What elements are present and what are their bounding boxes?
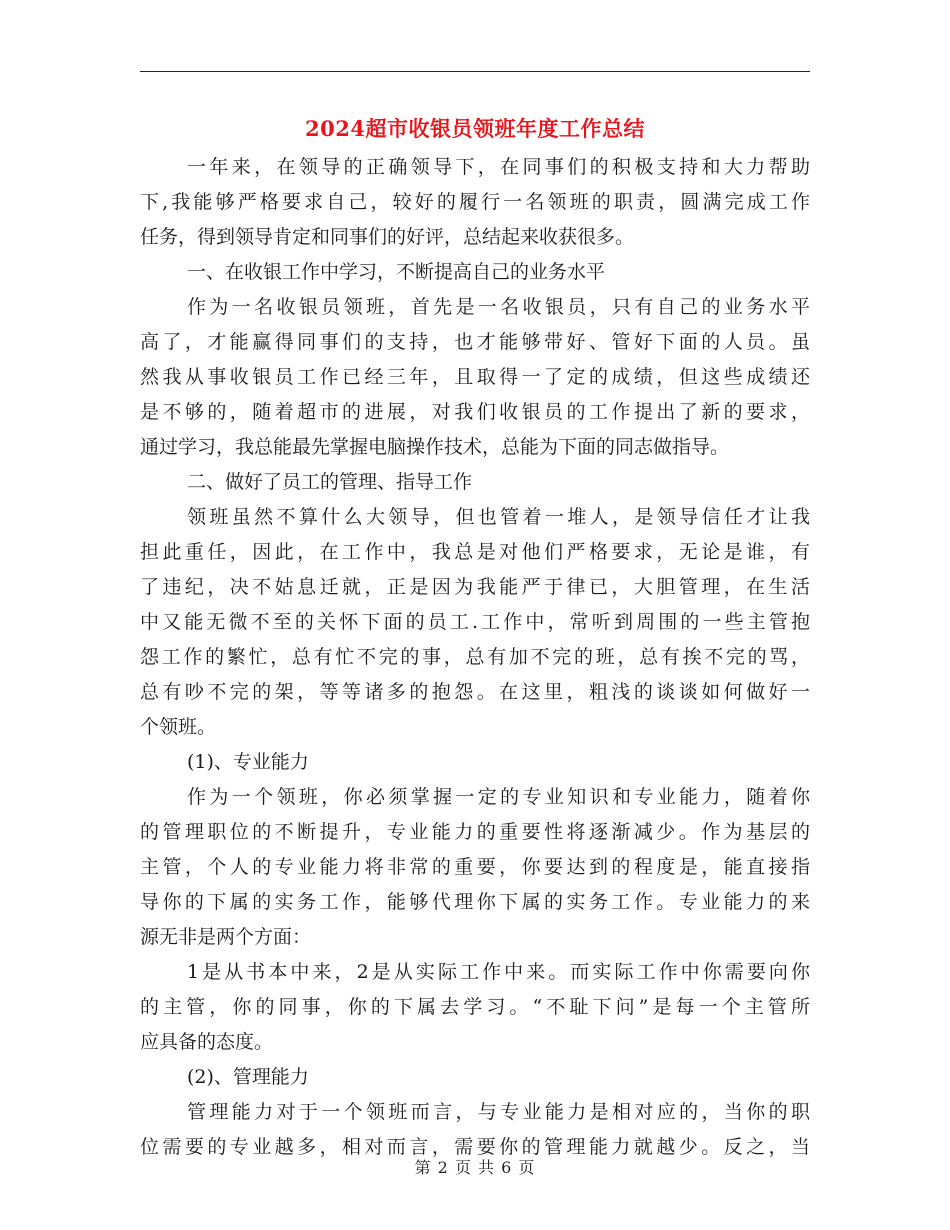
paragraph-line: 一、在收银工作中学习，不断提高自己的业务水平 [187, 261, 606, 283]
page-footer: 第 2 页 共 6 页 [414, 1158, 536, 1177]
paragraph-line: 应具备的态度。 [140, 1031, 274, 1053]
header-rule [140, 71, 810, 72]
paragraph-line: 是不够的，随着超市的进展，对我们收银员的工作提出了新的要求， [140, 401, 810, 423]
paragraph-line: 一年来，在领导的正确领导下，在同事们的积极支持和大力帮助 [187, 156, 810, 178]
paragraph-line: 任务，得到领导肯定和同事们的好评，总结起来收获很多。 [140, 226, 635, 248]
paragraph-line: 二、做好了员工的管理、指导工作 [187, 471, 473, 493]
paragraph-line: 个领班。 [140, 716, 217, 738]
paragraph-line: 的管理职位的不断提升，专业能力的重要性将逐渐减少。作为基层的 [140, 821, 810, 843]
paragraph-line: 导你的下属的实务工作，能够代理你下属的实务工作。专业能力的来 [140, 891, 810, 913]
paragraph-line: 管理能力对于一个领班而言，与专业能力是相对应的，当你的职 [187, 1101, 810, 1123]
paragraph-line: 通过学习，我总能最先掌握电脑操作技术，总能为下面的同志做指导。 [140, 436, 730, 458]
paragraph-line: 作为一个领班，你必须掌握一定的专业知识和专业能力，随着你 [187, 786, 810, 808]
paragraph-line: 了违纪，决不姑息迁就，正是因为我能严于律已，大胆管理，在生活 [140, 576, 810, 598]
paragraph-line: 的主管，你的同事，你的下属去学习。“不耻下问”是每一个主管所 [140, 996, 810, 1018]
paragraph-line: 领班虽然不算什么大领导，但也管着一堆人，是领导信任才让我 [187, 506, 810, 528]
paragraph-line: 下,我能够严格要求自己，较好的履行一名领班的职责，圆满完成工作 [140, 191, 810, 213]
document-body [140, 150, 810, 1165]
paragraph-line: 中又能无微不至的关怀下面的员工.工作中，常听到周围的一些主管抱 [140, 611, 810, 633]
paragraph-line: 担此重任，因此，在工作中，我总是对他们严格要求，无论是谁，有 [140, 541, 810, 563]
paragraph-line: 然我从事收银员工作已经三年，且取得一了定的成绩，但这些成绩还 [140, 366, 810, 388]
paragraph-line: 位需要的专业越多，相对而言，需要你的管理能力就越少。反之，当 [140, 1136, 810, 1158]
paragraph-line: 作为一名收银员领班，首先是一名收银员，只有自己的业务水平 [187, 296, 810, 318]
document-title: 2024超市收银员领班年度工作总结 [305, 116, 645, 141]
paragraph-line: (1)、专业能力 [187, 751, 309, 773]
paragraph-line: 总有吵不完的架，等等诸多的抱怨。在这里，粗浅的谈谈如何做好一 [140, 681, 810, 703]
paragraph-line: 主管，个人的专业能力将非常的重要，你要达到的程度是，能直接指 [140, 856, 810, 878]
paragraph-line: 源无非是两个方面： [140, 926, 312, 948]
paragraph-line: 高了，才能赢得同事们的支持，也才能够带好、管好下面的人员。虽 [140, 331, 810, 353]
paragraph-line: 1是从书本中来，2是从实际工作中来。而实际工作中你需要向你 [187, 961, 810, 983]
paragraph-line: (2)、管理能力 [187, 1066, 309, 1088]
paragraph-line: 怨工作的繁忙，总有忙不完的事，总有加不完的班，总有挨不完的骂， [140, 646, 810, 668]
